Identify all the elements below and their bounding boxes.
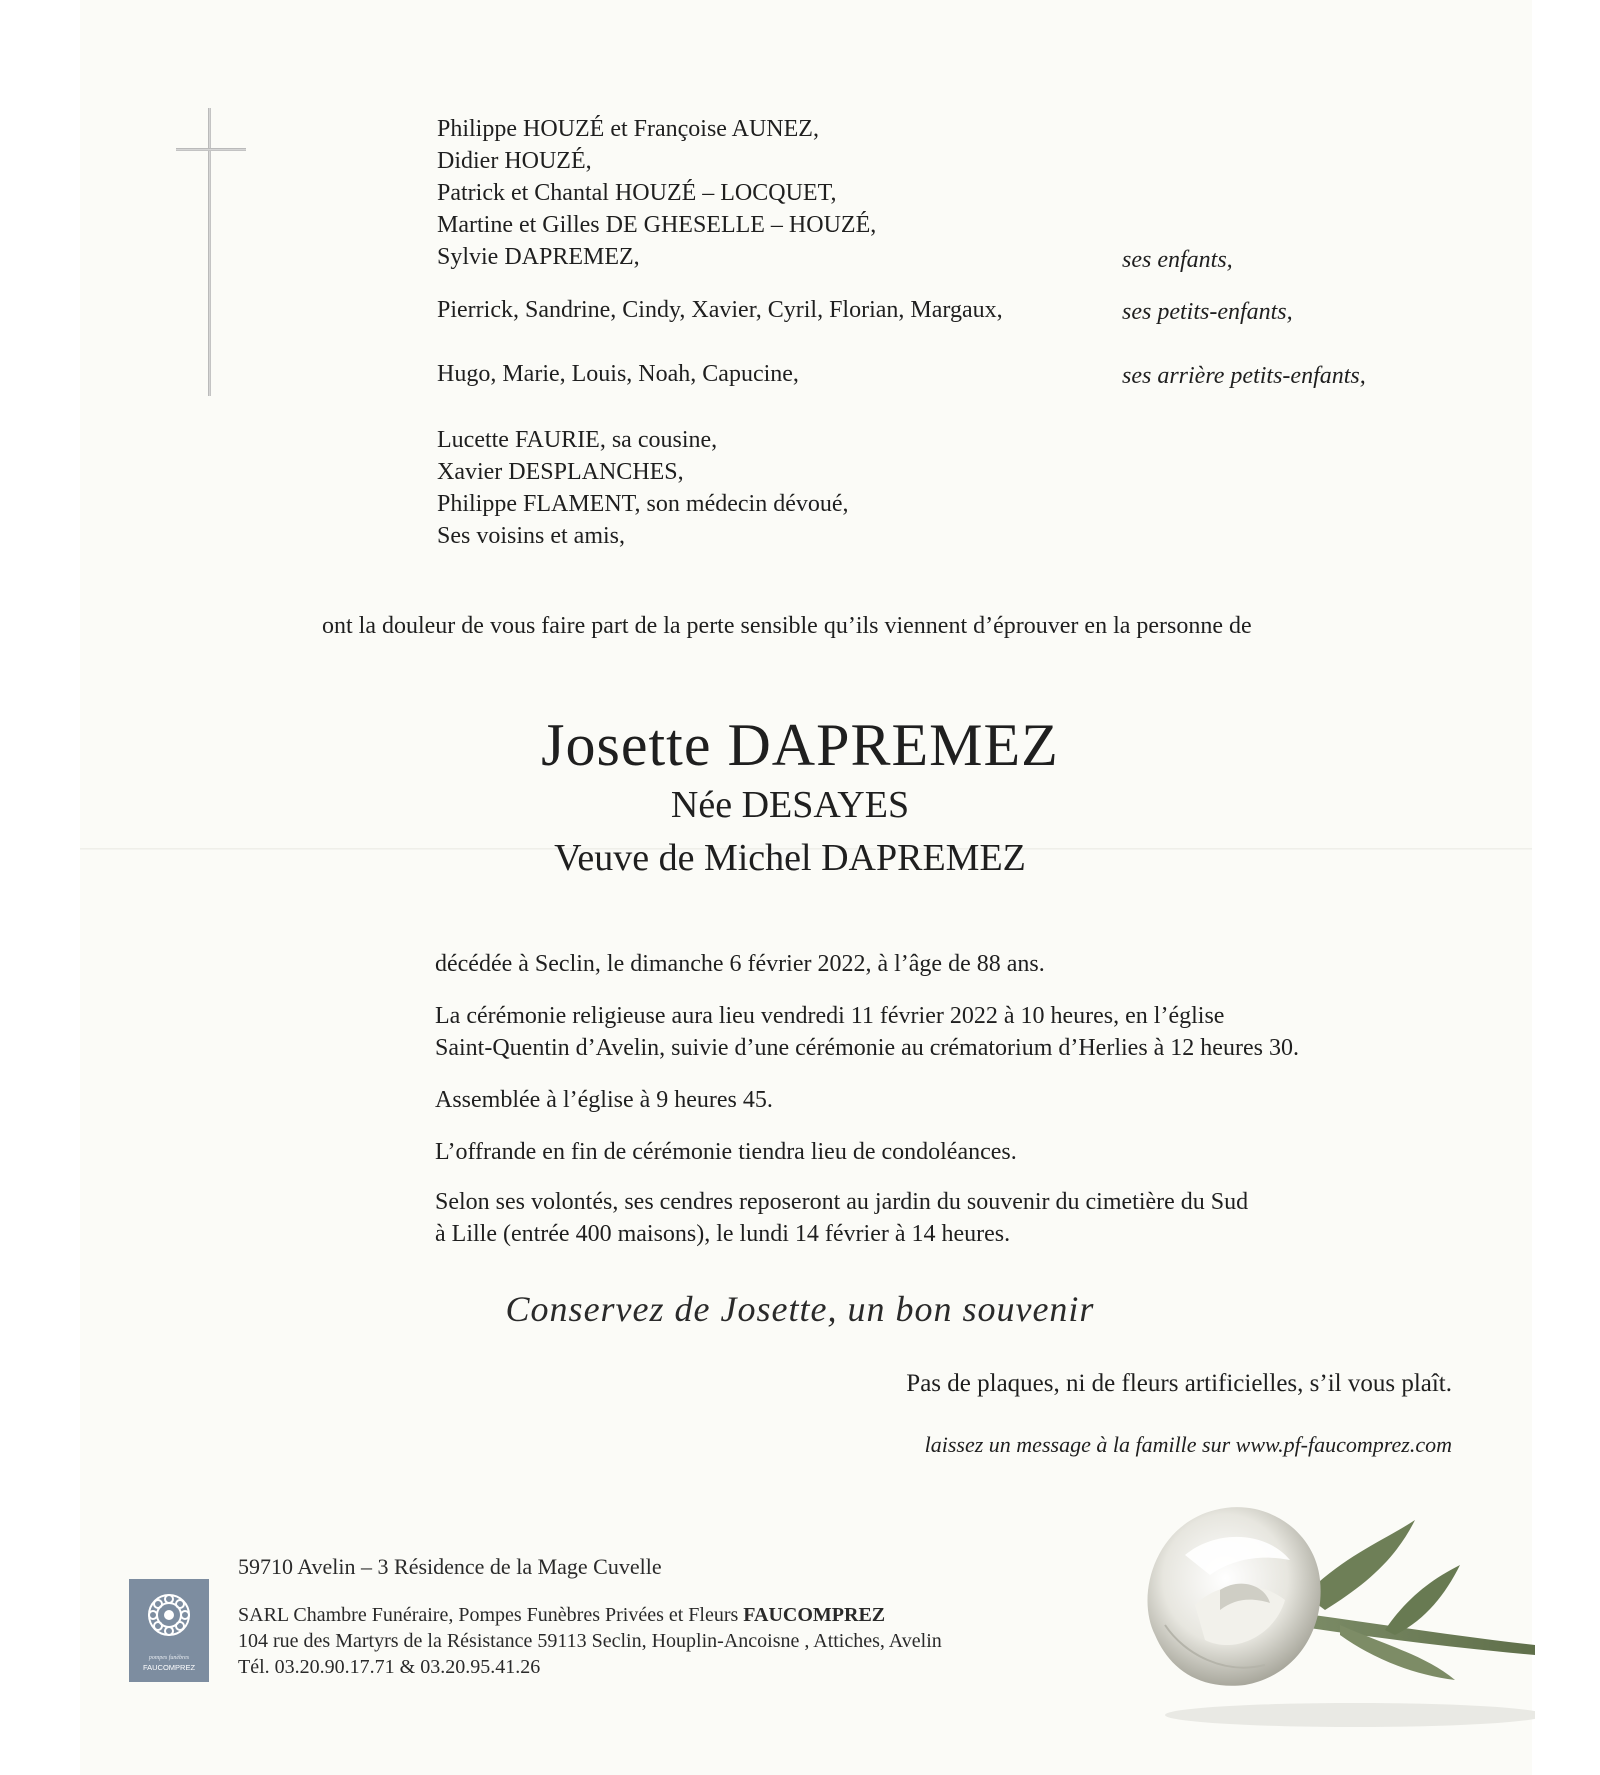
deceased-name: Josette DAPREMEZ (541, 712, 1059, 778)
family-line: Didier HOUZÉ, (437, 148, 592, 174)
family-line: Philippe FLAMENT, son médecin dévoué, (437, 491, 849, 517)
message-link[interactable]: laissez un message à la famille sur www.pf-faucomprez.com (924, 1432, 1452, 1457)
ashes-line: Selon ses volontés, ses cendres reposeront au jardin du souvenir du cimetière du Sud (435, 1189, 1249, 1215)
family-line: Philippe HOUZÉ et Françoise AUNEZ, (437, 116, 819, 142)
family-line: Martine et Gilles DE GHESELLE – HOUZÉ, (437, 212, 877, 238)
children-role: ses enfants, (1122, 247, 1233, 273)
family-line: Ses voisins et amis, (437, 523, 626, 549)
ashes-line: à Lille (entrée 400 maisons), le lundi 14 février à 14 heures. (435, 1221, 1011, 1247)
family-line: Lucette FAURIE, sa cousine, (437, 427, 718, 453)
company-line (238, 1602, 885, 1628)
white-rose-image (1125, 1485, 1535, 1745)
family-line: Patrick et Chantal HOUZÉ – LOCQUET, (437, 180, 837, 206)
faucomprez-logo (129, 1579, 209, 1682)
svg-text:FAUCOMPREZ: FAUCOMPREZ (142, 1663, 196, 1672)
death-line: décédée à Seclin, le dimanche 6 février 2022, à l’âge de 88 ans. (435, 951, 1045, 977)
ceremony-line: Saint-Quentin d’Avelin, suivie d’une cérémonie au crématorium d’Herlies à 12 heures 30. (435, 1035, 1299, 1061)
great-grandchildren-role: ses arrière petits-enfants, (1122, 363, 1366, 389)
grandchildren-role: ses petits-enfants, (1122, 299, 1293, 325)
script-line: Conservez de Josette, un bon souvenir (505, 1289, 1095, 1329)
no-plates-note: Pas de plaques, ni de fleurs artificielles, s’il vous plaît. (906, 1370, 1452, 1397)
company-address: 104 rue des Martyrs de la Résistance 59113 Seclin, Houplin-Ancoisne , Attiches, Avelin (238, 1630, 942, 1652)
great-grandchildren-line: Hugo, Marie, Louis, Noah, Capucine, (437, 361, 799, 387)
residence-address: 59710 Avelin – 3 Résidence de la Mage Cuvelle (238, 1554, 662, 1579)
announcement: ont la douleur de vous faire part de la perte sensible qu’ils viennent d’éprouver en la personne de (322, 613, 1252, 639)
family-line: Sylvie DAPREMEZ, (437, 244, 640, 270)
company-prefix: SARL Chambre Funéraire, Pompes Funèbres Privées et Fleurs (238, 1604, 744, 1626)
company-name: FAUCOMPREZ (743, 1604, 886, 1626)
company-phones: Tél. 03.20.90.17.71 & 03.20.95.41.26 (238, 1656, 541, 1678)
birth-name: Née DESAYES (670, 784, 910, 826)
widow-of: Veuve de Michel DAPREMEZ (554, 837, 1026, 879)
grandchildren-line: Pierrick, Sandrine, Cindy, Xavier, Cyril, Florian, Margaux, (437, 297, 1003, 323)
family-line: Xavier DESPLANCHES, (437, 459, 684, 485)
assembly-line: Assemblée à l’église à 9 heures 45. (435, 1087, 773, 1113)
offering-line: L’offrande en fin de cérémonie tiendra lieu de condoléances. (435, 1139, 1017, 1165)
ceremony-line: La cérémonie religieuse aura lieu vendredi 11 février 2022 à 10 heures, en l’église (435, 1003, 1225, 1029)
flower-emblem-icon (129, 1579, 209, 1682)
svg-text:pompes funèbres: pompes funèbres (148, 1655, 190, 1661)
